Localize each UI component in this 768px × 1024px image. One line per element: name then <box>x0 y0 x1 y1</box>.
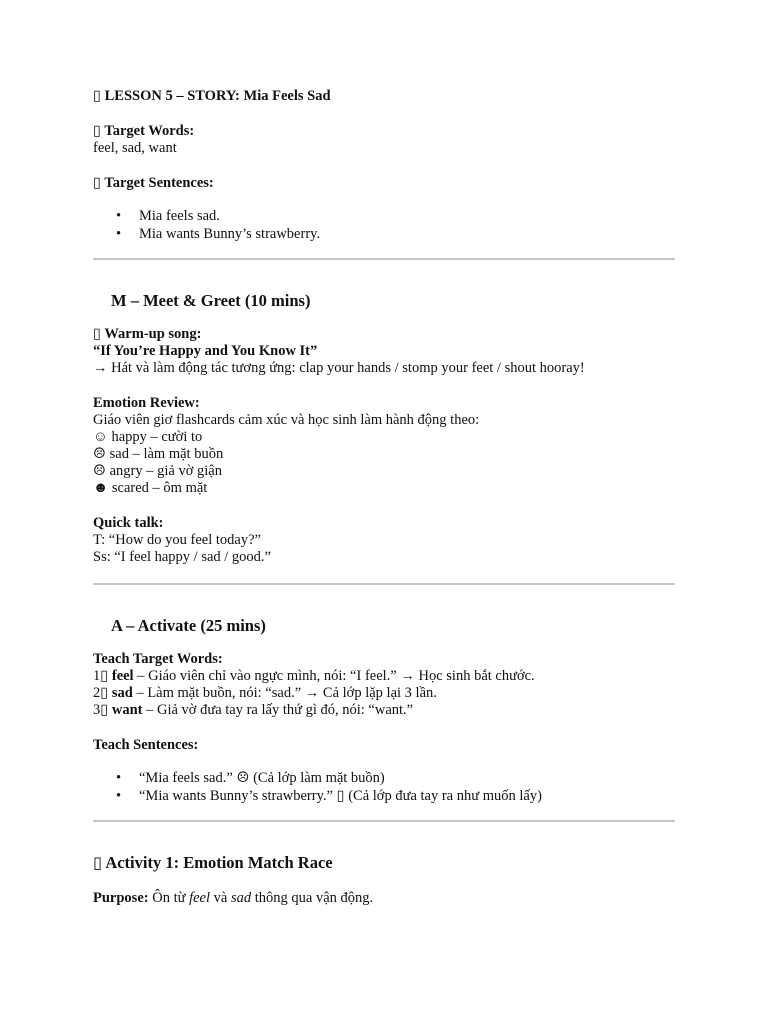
target-words-heading: Target Words: <box>104 123 195 139</box>
bullet-icon: • <box>116 787 122 804</box>
purpose-word-feel: feel <box>189 890 211 906</box>
song-instruction-line <box>93 360 675 377</box>
target-words-list: feel, sad, want <box>93 140 177 156</box>
target-sentence: Mia feels sad. <box>139 208 220 224</box>
warmup-heading-line <box>93 326 675 343</box>
sad-face-icon: ☹ <box>93 446 106 462</box>
missing-glyph-icon: ▯ <box>93 175 101 191</box>
sentence-note: (Cả lớp đưa tay ra như muốn lấy) <box>344 787 542 804</box>
emotion-sad-line <box>93 446 675 463</box>
missing-glyph-icon: ▯ <box>93 123 101 139</box>
purpose-label: Purpose: <box>93 890 149 906</box>
teach-word-feel <box>93 668 675 685</box>
teach-sentences-list <box>93 770 675 805</box>
target-words-heading-line <box>93 123 675 140</box>
word-feel-after: Học sinh bắt chước. <box>414 668 535 684</box>
sentence-text: “Mia wants Bunny’s strawberry.” <box>139 787 337 804</box>
purpose-text: Ôn từ <box>148 890 190 906</box>
lesson-title: LESSON 5 – STORY: Mia Feels Sad <box>104 88 331 104</box>
list-item <box>93 226 675 244</box>
lesson-document <box>93 88 675 907</box>
lesson-title-line <box>93 88 675 105</box>
target-sentences-heading-line <box>93 175 675 192</box>
song-instruction: Hát và làm động tác tương ứng: clap your hands / stomp your feet / shout hooray! <box>111 360 585 376</box>
sentence-note: (Cả lớp làm mặt buồn) <box>249 770 385 786</box>
bullet-icon: • <box>116 225 122 242</box>
emotion-scared-line <box>93 480 675 497</box>
word-want: want <box>111 702 143 718</box>
sentence-text: “Mia feels sad.” <box>139 770 237 786</box>
missing-glyph-icon: ▯ <box>93 88 101 104</box>
missing-glyph-icon: ▯ <box>100 668 109 684</box>
word-want-text: – Giả vờ đưa tay ra lấy thứ gì đó, nói: “want.” <box>142 702 414 718</box>
word-feel: feel <box>111 668 134 684</box>
quick-talk-heading: Quick talk: <box>93 515 164 531</box>
purpose-text: thông qua vận động. <box>251 890 374 906</box>
activity1-title: Activity 1: Emotion Match Race <box>105 853 333 872</box>
word-sad-text: – Làm mặt buồn, nói: “sad.” <box>132 685 305 701</box>
emotion-item: happy – cười to <box>111 429 203 445</box>
word-sad: sad <box>111 685 133 701</box>
target-sentence: Mia wants Bunny’s strawberry. <box>139 225 321 242</box>
target-sentences-list <box>93 208 675 243</box>
missing-glyph-icon: ▯ <box>336 787 345 804</box>
step-number: 2 <box>93 685 101 701</box>
angry-face-icon: ☹ <box>93 463 106 479</box>
emotion-review-intro: Giáo viên giơ flashcards cảm xúc và học sinh làm hành động theo: <box>93 412 480 428</box>
word-sad-after: Cả lớp lặp lại 3 lần. <box>319 685 437 701</box>
emotion-review-heading: Emotion Review: <box>93 395 200 411</box>
word-feel-text: – Giáo viên chỉ vào ngực mình, nói: “I feel.” <box>133 668 401 684</box>
warmup-heading: Warm-up song: <box>104 326 202 342</box>
missing-glyph-icon: ▯ <box>100 685 109 701</box>
emotion-item: sad – làm mặt buồn <box>109 446 224 462</box>
activate-title: A – Activate (25 mins) <box>111 616 266 635</box>
list-item <box>93 770 675 788</box>
teach-word-sad <box>93 685 675 702</box>
song-title: “If You’re Happy and You Know It” <box>93 343 318 359</box>
missing-glyph-icon: ▯ <box>100 702 109 718</box>
sad-face-icon: ☹ <box>236 770 250 786</box>
arrow-right-icon: → <box>400 668 415 684</box>
missing-glyph-icon: ▯ <box>93 326 101 342</box>
teach-words-heading: Teach Target Words: <box>93 651 223 667</box>
emotion-item: angry – giả vờ giận <box>109 463 222 479</box>
emotion-angry-line <box>93 463 675 480</box>
list-item <box>93 208 675 226</box>
bullet-icon: • <box>116 208 122 224</box>
meet-greet-title: M – Meet & Greet (10 mins) <box>111 291 311 310</box>
scared-face-icon: ☻ <box>93 480 109 496</box>
quick-talk-teacher: T: “How do you feel today?” <box>93 532 261 548</box>
arrow-right-icon: → <box>304 685 320 701</box>
teach-word-want <box>93 702 675 719</box>
missing-glyph-icon: ▯ <box>93 853 103 872</box>
teach-sentences-heading: Teach Sentences: <box>93 737 199 753</box>
target-sentences-heading: Target Sentences: <box>104 175 214 191</box>
emotion-item: scared – ôm mặt <box>111 480 208 496</box>
step-number: 1 <box>93 668 101 684</box>
arrow-right-icon: → <box>93 360 108 376</box>
step-number: 3 <box>93 702 101 718</box>
list-item <box>93 788 675 806</box>
purpose-text: và <box>210 890 231 906</box>
purpose-word-sad: sad <box>230 890 252 906</box>
activity1-purpose <box>93 890 675 907</box>
smiling-face-icon: ☺ <box>93 429 108 445</box>
activity1-title-line <box>93 853 675 873</box>
bullet-icon: • <box>116 770 122 786</box>
quick-talk-students: Ss: “I feel happy / sad / good.” <box>93 549 271 565</box>
emotion-happy-line <box>93 429 675 446</box>
